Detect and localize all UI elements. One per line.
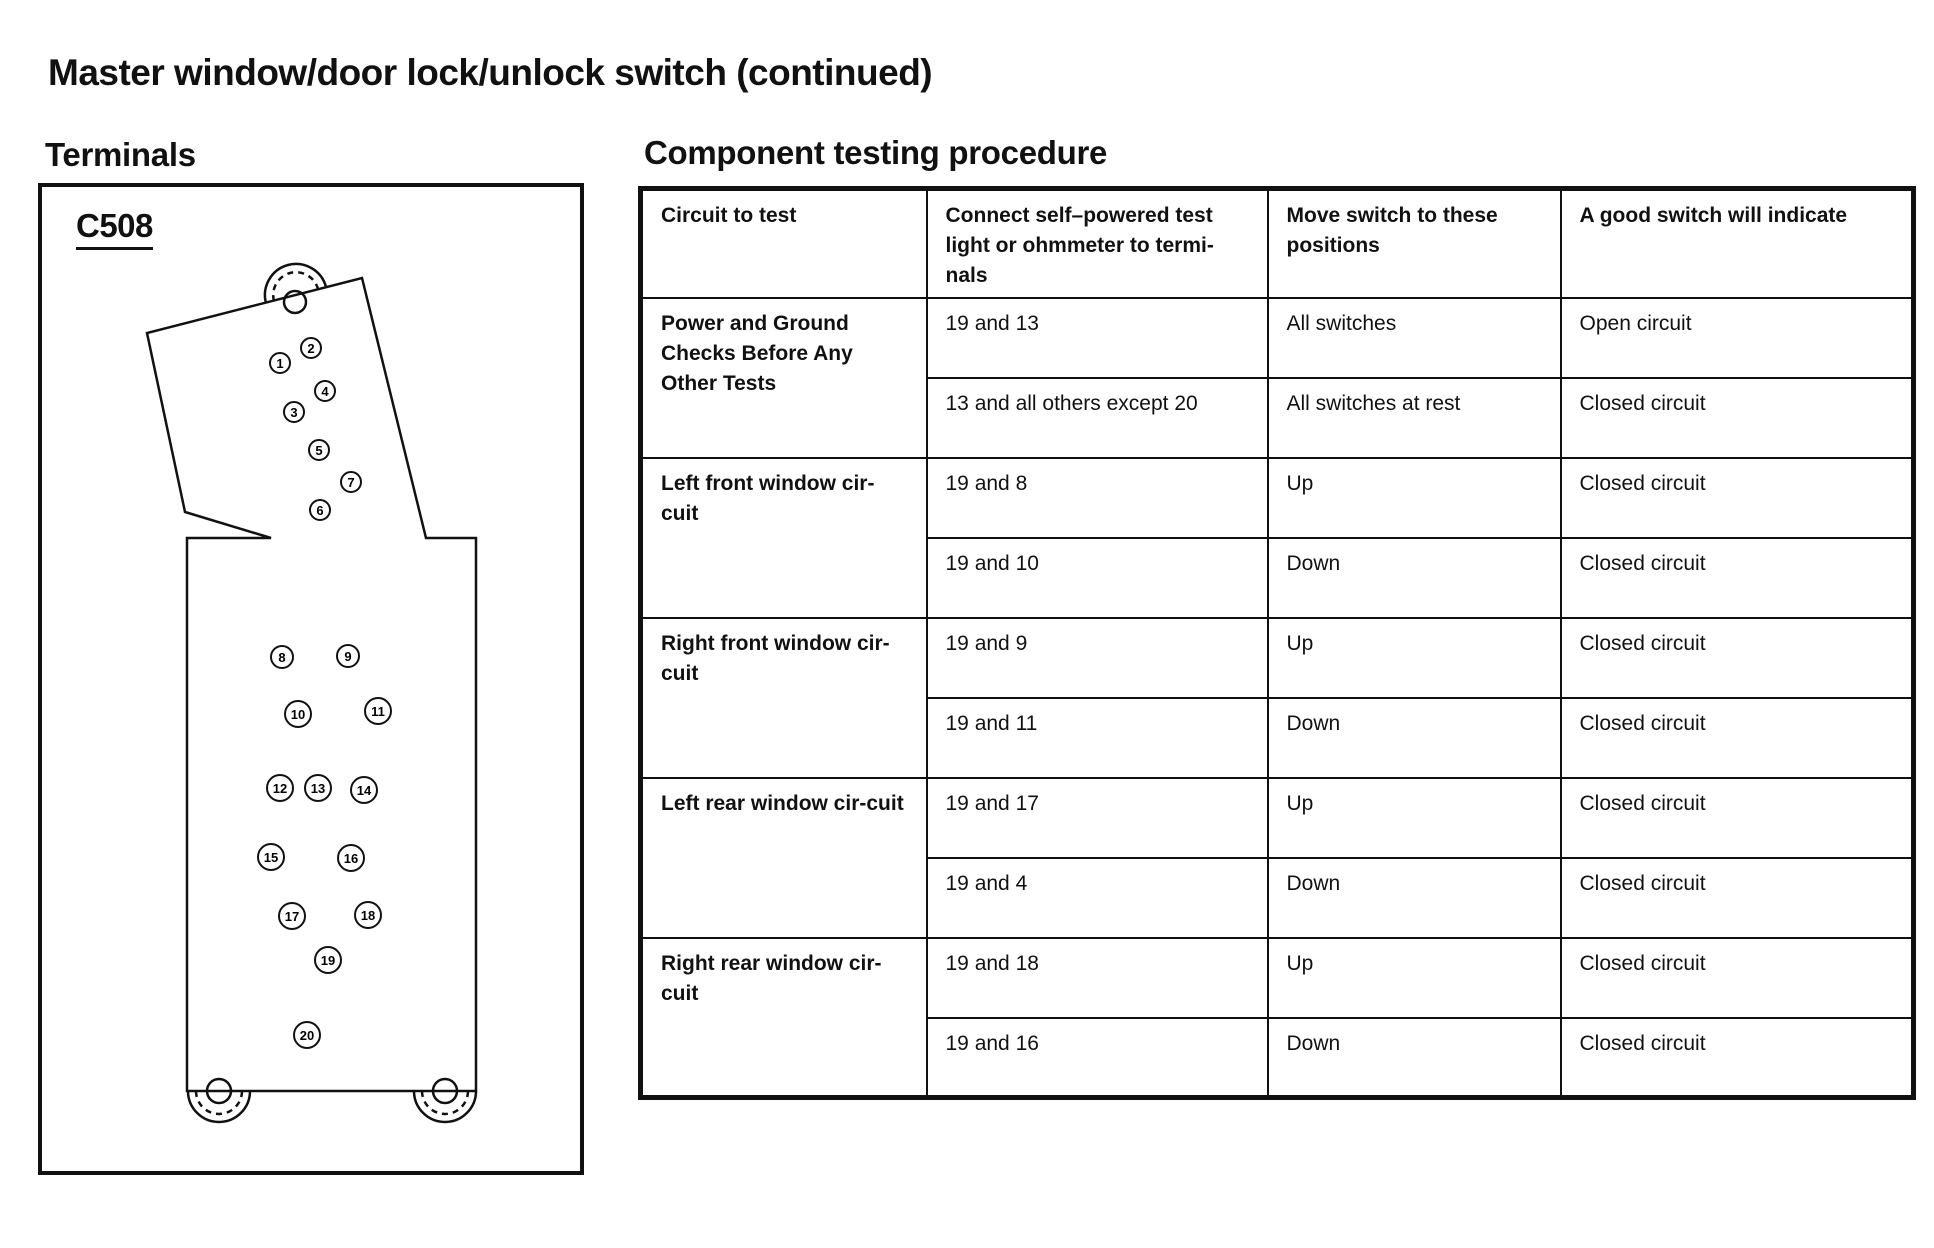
svg-text:1: 1	[276, 356, 284, 371]
indicate-cell: Closed circuit	[1561, 858, 1914, 938]
pin-16	[338, 845, 364, 871]
svg-text:2: 2	[307, 341, 315, 356]
svg-text:15: 15	[263, 850, 279, 865]
connector-diagram	[38, 183, 584, 1175]
position-cell: Down	[1268, 698, 1561, 778]
terminals-cell: 19 and 13	[927, 298, 1268, 378]
position-cell: All switches at rest	[1268, 378, 1561, 458]
indicate-cell: Closed circuit	[1561, 698, 1914, 778]
pin-12	[267, 775, 293, 801]
terminals-cell: 19 and 11	[927, 698, 1268, 778]
terminals-cell: 19 and 8	[927, 458, 1268, 538]
pin-15	[258, 844, 284, 870]
table-row	[641, 458, 1914, 538]
circuit-cell: Left rear window cir-cuit	[641, 778, 927, 938]
svg-text:10: 10	[290, 707, 306, 722]
header-indicate: A good switch will indicate	[1561, 189, 1914, 298]
position-cell: Down	[1268, 538, 1561, 618]
pin-2	[301, 338, 321, 358]
indicate-cell: Closed circuit	[1561, 618, 1914, 698]
indicate-cell: Closed circuit	[1561, 1018, 1914, 1098]
svg-text:13: 13	[310, 781, 326, 796]
circuit-cell: Right front window cir-cuit	[641, 618, 927, 778]
indicate-cell: Closed circuit	[1561, 778, 1914, 858]
terminals-cell: 13 and all others except 20	[927, 378, 1268, 458]
svg-text:11: 11	[371, 704, 385, 719]
position-cell: Down	[1268, 1018, 1561, 1098]
position-cell: All switches	[1268, 298, 1561, 378]
svg-text:17: 17	[284, 909, 300, 924]
pin-19	[315, 947, 341, 973]
circuit-cell: Power and Ground Checks Before Any Other Tests	[641, 298, 927, 458]
pin-17	[279, 903, 305, 929]
position-cell: Up	[1268, 938, 1561, 1018]
header-position: Move switch to these positions	[1268, 189, 1561, 298]
pin-13	[305, 775, 331, 801]
terminals-heading: Terminals	[45, 136, 196, 173]
table-row	[641, 938, 1914, 1018]
pin-7	[341, 472, 361, 492]
table-row	[641, 778, 1914, 858]
mounting-ear-top	[265, 264, 326, 313]
procedure-heading: Component testing procedure	[644, 134, 1108, 171]
terminals-cell: 19 and 16	[927, 1018, 1268, 1098]
svg-text:20: 20	[299, 1028, 315, 1043]
svg-text:7: 7	[347, 475, 355, 490]
pin-20	[294, 1022, 320, 1048]
indicate-cell: Open circuit	[1561, 298, 1914, 378]
svg-text:5: 5	[315, 443, 323, 458]
connector-outline	[42, 187, 580, 1171]
table-header-row	[641, 189, 1914, 298]
terminals-cell: 19 and 10	[927, 538, 1268, 618]
svg-text:14: 14	[356, 783, 372, 798]
svg-text:9: 9	[344, 649, 352, 664]
svg-text:16: 16	[343, 851, 359, 866]
circuit-cell: Left front window cir-cuit	[641, 458, 927, 618]
pin-18	[355, 902, 381, 928]
pin-8	[271, 646, 293, 668]
indicate-cell: Closed circuit	[1561, 538, 1914, 618]
position-cell: Up	[1268, 618, 1561, 698]
pin-14	[351, 777, 377, 803]
header-terminals: Connect self–powered test light or ohmmeter to termi-nals	[927, 189, 1268, 298]
page-title: Master window/door lock/unlock switch (continued)	[48, 52, 933, 93]
position-cell: Up	[1268, 458, 1561, 538]
mounting-ear-bottom-right	[414, 1079, 476, 1122]
table-row	[641, 298, 1914, 378]
pin-3	[284, 402, 304, 422]
pin-10	[285, 701, 311, 727]
pin-4	[315, 381, 335, 401]
connector-body-outline	[147, 278, 476, 1091]
svg-text:6: 6	[316, 503, 324, 518]
terminals-cell: 19 and 18	[927, 938, 1268, 1018]
header-circuit: Circuit to test	[641, 189, 927, 298]
indicate-cell: Closed circuit	[1561, 378, 1914, 458]
svg-text:12: 12	[272, 781, 288, 796]
pin-9	[337, 645, 359, 667]
indicate-cell: Closed circuit	[1561, 458, 1914, 538]
mounting-ear-bottom-left	[188, 1079, 250, 1122]
svg-text:8: 8	[278, 650, 286, 665]
pin-1	[270, 353, 290, 373]
indicate-cell: Closed circuit	[1561, 938, 1914, 1018]
svg-text:19: 19	[320, 953, 336, 968]
pin-11	[365, 698, 391, 724]
position-cell: Down	[1268, 858, 1561, 938]
svg-text:3: 3	[290, 405, 298, 420]
testing-procedure-table	[638, 186, 1916, 1100]
terminals-cell: 19 and 17	[927, 778, 1268, 858]
terminals-cell: 19 and 9	[927, 618, 1268, 698]
connector-id-label: C508	[76, 207, 153, 250]
terminals-cell: 19 and 4	[927, 858, 1268, 938]
svg-text:18: 18	[360, 908, 376, 923]
circuit-cell: Right rear window cir-cuit	[641, 938, 927, 1098]
svg-text:4: 4	[321, 384, 329, 399]
pin-5	[309, 440, 329, 460]
position-cell: Up	[1268, 778, 1561, 858]
pin-6	[310, 500, 330, 520]
table-row	[641, 618, 1914, 698]
